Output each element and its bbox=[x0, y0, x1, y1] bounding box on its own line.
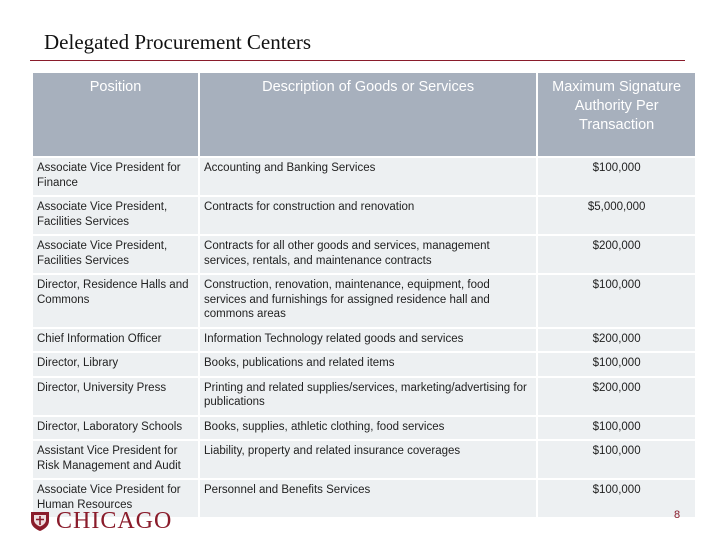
description-cell: Contracts for construction and renovation bbox=[200, 197, 536, 234]
description-cell: Books, supplies, athletic clothing, food services bbox=[200, 417, 536, 440]
table-row bbox=[33, 417, 695, 440]
amount-cell: $100,000 bbox=[538, 441, 695, 478]
description-cell: Construction, renovation, maintenance, equipment, food services and furnishings for assigned residence hall and commons areas bbox=[200, 275, 536, 327]
amount-cell: $5,000,000 bbox=[538, 197, 695, 234]
table-row bbox=[33, 329, 695, 352]
amount-cell: $200,000 bbox=[538, 236, 695, 273]
university-logo bbox=[30, 508, 172, 534]
position-cell: Associate Vice President, Facilities Services bbox=[33, 236, 198, 273]
table-row bbox=[33, 236, 695, 273]
table-row bbox=[33, 197, 695, 234]
position-cell: Director, University Press bbox=[33, 378, 198, 415]
table-row bbox=[33, 158, 695, 195]
column-header-description: Description of Goods or Services bbox=[200, 73, 536, 156]
title-divider bbox=[30, 60, 685, 61]
description-cell: Printing and related supplies/services, marketing/advertising for publications bbox=[200, 378, 536, 415]
description-cell: Personnel and Benefits Services bbox=[200, 480, 536, 517]
table-row bbox=[33, 353, 695, 376]
logo-wordmark: CHICAGO bbox=[56, 507, 173, 534]
column-header-max-authority: Maximum Signature Authority Per Transaction bbox=[538, 73, 695, 156]
amount-cell: $100,000 bbox=[538, 417, 695, 440]
amount-cell: $200,000 bbox=[538, 329, 695, 352]
position-cell: Director, Laboratory Schools bbox=[33, 417, 198, 440]
position-cell: Associate Vice President for Human Resources bbox=[33, 480, 198, 517]
position-cell: Director, Residence Halls and Commons bbox=[33, 275, 198, 327]
amount-cell: $100,000 bbox=[538, 158, 695, 195]
position-cell: Associate Vice President for Finance bbox=[33, 158, 198, 195]
description-cell: Contracts for all other goods and services, management services, rentals, and maintenance contracts bbox=[200, 236, 536, 273]
table-header-row bbox=[33, 73, 695, 156]
amount-cell: $100,000 bbox=[538, 480, 695, 517]
amount-cell: $100,000 bbox=[538, 353, 695, 376]
column-header-position: Position bbox=[33, 73, 198, 156]
procurement-table bbox=[31, 71, 697, 519]
table-row bbox=[33, 275, 695, 327]
description-cell: Information Technology related goods and services bbox=[200, 329, 536, 352]
description-cell: Books, publications and related items bbox=[200, 353, 536, 376]
page-title: Delegated Procurement Centers bbox=[44, 30, 312, 54]
position-cell: Director, Library bbox=[33, 353, 198, 376]
description-cell: Liability, property and related insurance coverages bbox=[200, 441, 536, 478]
position-cell: Assistant Vice President for Risk Management and Audit bbox=[33, 441, 198, 478]
table-row bbox=[33, 378, 695, 415]
description-cell: Accounting and Banking Services bbox=[200, 158, 536, 195]
table-row bbox=[33, 441, 695, 478]
amount-cell: $100,000 bbox=[538, 275, 695, 327]
shield-icon bbox=[30, 510, 50, 532]
position-cell: Associate Vice President, Facilities Services bbox=[33, 197, 198, 234]
page-number: 8 bbox=[674, 509, 681, 521]
position-cell: Chief Information Officer bbox=[33, 329, 198, 352]
amount-cell: $200,000 bbox=[538, 378, 695, 415]
